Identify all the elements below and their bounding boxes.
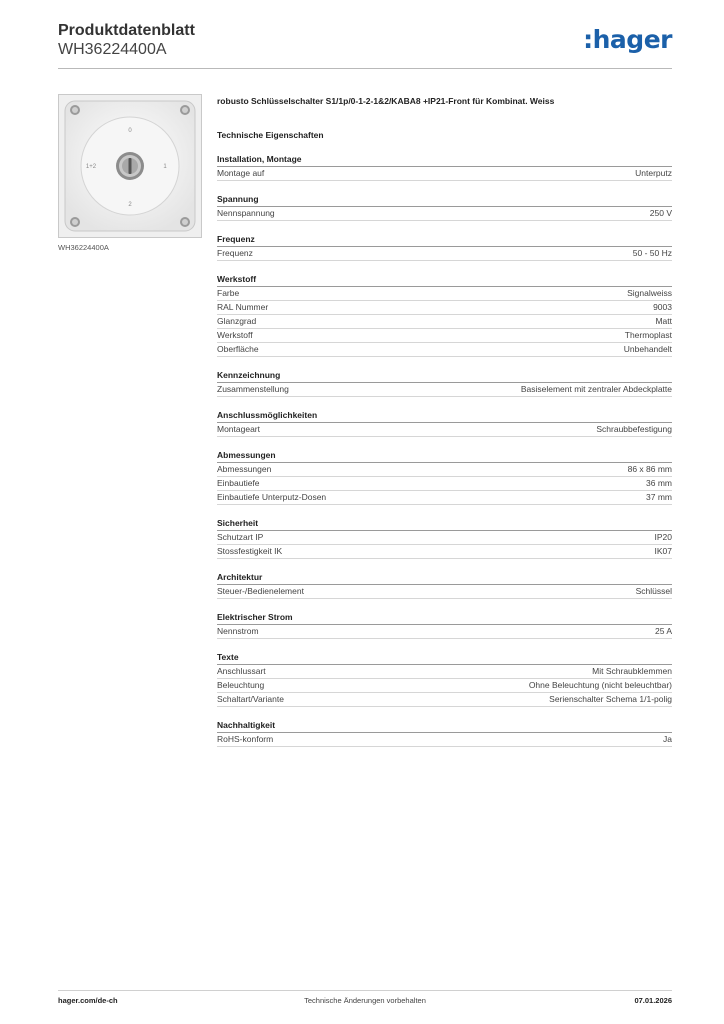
property-row [217,693,672,707]
property-row [217,665,672,679]
property-value: Schraubbefestigung [596,424,672,434]
property-label: Anschlussart [217,666,266,676]
property-value: IK07 [654,546,672,556]
product-content [217,94,672,747]
property-value: Basiselement mit zentraler Abdeckplatte [520,384,672,394]
page-footer [58,996,672,1010]
property-value: 9003 [653,302,672,312]
property-section [217,517,672,559]
property-row [217,207,672,221]
property-value: Schlüssel [635,586,672,596]
property-value: Unbehandelt [623,344,672,354]
property-row [217,247,672,261]
footer-date: 07.01.2026 [634,996,672,1005]
property-label: Werkstoff [217,330,253,340]
property-section [217,153,672,181]
property-row [217,545,672,559]
section-title: Architektur [217,571,672,585]
section-title: Frequenz [217,233,672,247]
property-row [217,585,672,599]
property-label: Beleuchtung [217,680,265,690]
property-label: Stossfestigkeit IK [217,546,283,556]
section-title: Texte [217,651,672,665]
property-row [217,287,672,301]
property-value: Thermoplast [624,330,672,340]
position-label-right: 1 [163,164,167,170]
property-section [217,409,672,437]
property-section [217,369,672,397]
property-value: 86 x 86 mm [627,464,672,474]
property-section [217,193,672,221]
property-sections [217,153,672,747]
technical-properties-heading: Technische Eigenschaften [217,130,324,140]
property-value: Unterputz [635,168,672,178]
product-image [58,94,202,238]
property-value: Serienschalter Schema 1/1-polig [549,694,672,704]
property-section [217,719,672,747]
property-section [217,233,672,261]
property-row [217,679,672,693]
property-value: Ja [663,734,672,744]
page-header [58,20,672,68]
property-value: Mit Schraubklemmen [592,666,672,676]
property-row [217,477,672,491]
position-label-bottom: 2 [128,202,132,208]
article-number: WH36224400A [58,41,167,58]
image-caption: WH36224400A [58,243,109,252]
property-label: Oberfläche [217,344,259,354]
property-value: Signalweiss [627,288,672,298]
section-title: Nachhaltigkeit [217,719,672,733]
property-label: Nennstrom [217,626,259,636]
property-row [217,733,672,747]
key-switch-illustration [59,95,201,237]
property-value: 37 mm [646,492,672,502]
property-section [217,449,672,505]
property-row [217,301,672,315]
section-title: Werkstoff [217,273,672,287]
property-label: Farbe [217,288,240,298]
property-value: Ohne Beleuchtung (nicht beleuchtbar) [528,680,672,690]
property-value: 36 mm [646,478,672,488]
property-section [217,273,672,357]
property-label: Schutzart IP [217,532,264,542]
property-label: RAL Nummer [217,302,269,312]
property-label: Abmessungen [217,464,272,474]
header-divider [58,68,672,69]
property-value: 50 - 50 Hz [632,248,672,258]
position-label-left: 1+2 [85,164,97,170]
position-label-top: 0 [128,128,132,134]
property-row [217,167,672,181]
property-label: Montage auf [217,168,265,178]
property-row [217,463,672,477]
property-label: Schaltart/Variante [217,694,284,704]
property-row [217,531,672,545]
section-title: Installation, Montage [217,153,672,167]
property-row [217,423,672,437]
property-section [217,571,672,599]
property-label: Zusammenstellung [217,384,289,394]
property-row [217,491,672,505]
property-label: Nennspannung [217,208,275,218]
section-title: Abmessungen [217,449,672,463]
section-title: Elektrischer Strom [217,611,672,625]
section-title: Sicherheit [217,517,672,531]
property-label: RoHS-konform [217,734,274,744]
property-label: Einbautiefe [217,478,260,488]
hager-logo: :hager [583,25,672,54]
section-title: Kennzeichnung [217,369,672,383]
property-section [217,611,672,639]
property-label: Glanzgrad [217,316,257,326]
section-title: Anschlussmöglichkeiten [217,409,672,423]
property-row [217,383,672,397]
page-title: Produktdatenblatt [58,22,195,39]
property-label: Einbautiefe Unterputz-Dosen [217,492,327,502]
property-value: Matt [655,316,672,326]
key-cylinder-icon [116,152,144,180]
property-row [217,329,672,343]
property-label: Steuer-/Bedienelement [217,586,304,596]
section-title: Spannung [217,193,672,207]
property-section [217,651,672,707]
property-row [217,315,672,329]
property-label: Montageart [217,424,260,434]
property-value: 25 A [654,626,672,636]
property-value: IP20 [654,532,672,542]
footer-note: Technische Änderungen vorbehalten [304,996,426,1005]
property-value: 250 V [649,208,672,218]
property-row [217,343,672,357]
product-description: robusto Schlüsselschalter S1/1p/0-1-2-1&2/KABA8 +IP21-Front für Kombinat. Weiss [217,96,555,106]
property-row [217,625,672,639]
property-label: Frequenz [217,248,253,258]
footer-website: hager.com/de-ch [58,996,118,1005]
footer-divider [58,990,672,991]
